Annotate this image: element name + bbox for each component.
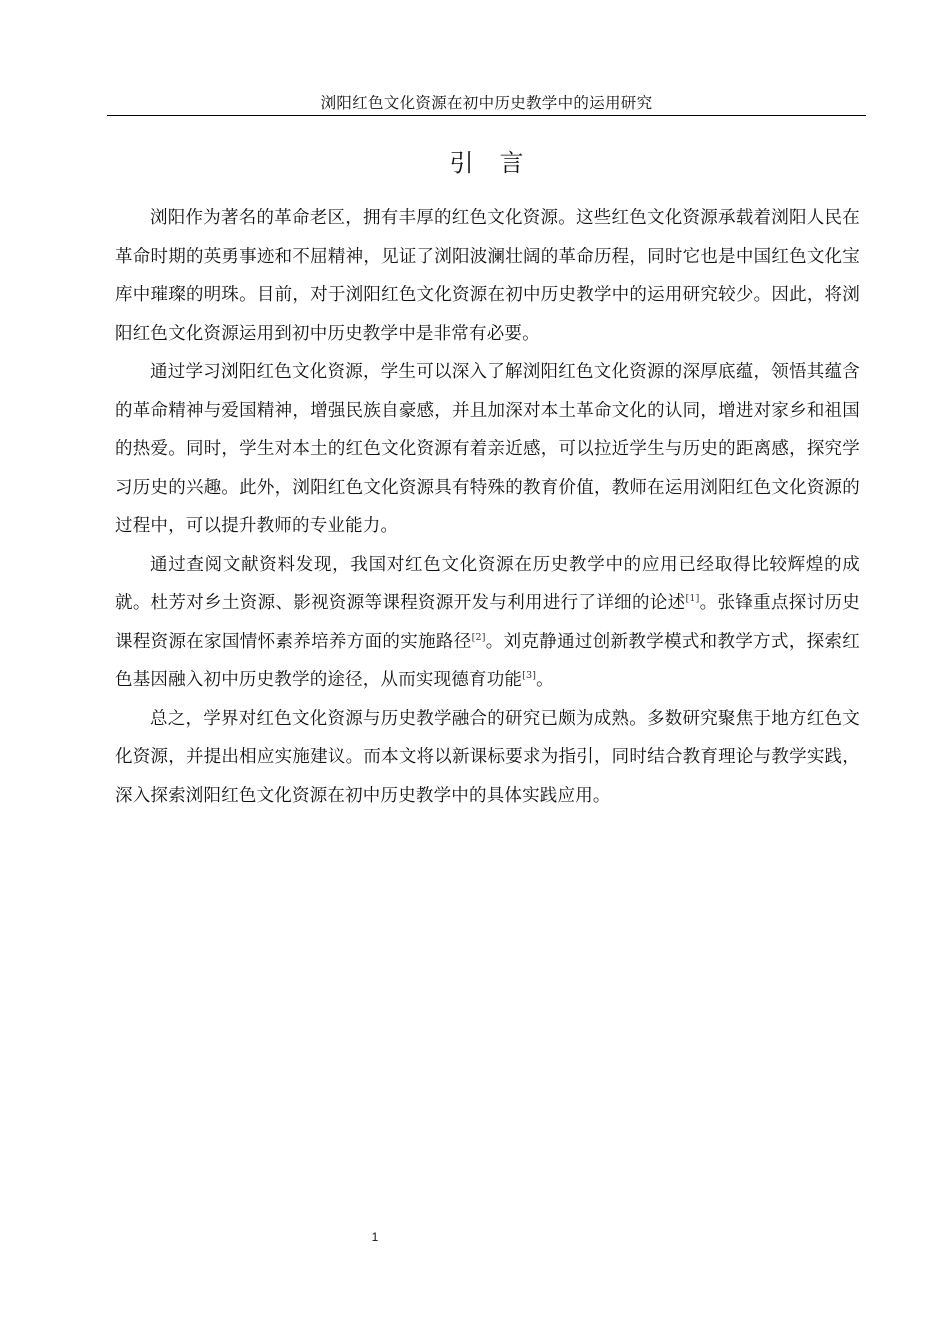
- page-number: 1: [371, 1230, 379, 1244]
- paragraph-3-text-d: 。: [536, 670, 554, 690]
- paragraph-3-text-a: 通过查阅文献资料发现，我国对红色文化资源在历史教学中的应用已经取得比较辉煌的成就。杜芳对乡土资源、影视资源等课程资源开发与利用进行了详细的论述: [115, 554, 860, 613]
- citation-2: [2]: [471, 631, 486, 643]
- citation-3: [3]: [522, 670, 537, 682]
- header-divider: [107, 115, 866, 116]
- paragraph-1: 浏阳作为著名的革命老区，拥有丰厚的红色文化资源。这些红色文化资源承载着浏阳人民在革命时期的英勇事迹和不屈精神，见证了浏阳波澜壮阔的革命历程，同时它也是中国红色文化宝库中璀璨的明珠。目前，对于浏阳红色文化资源在初中历史教学中的运用研究较少。因此，将浏阳红色文化资源运用到初中历史教学中是非常有必要。: [115, 208, 860, 344]
- paragraph-2: 通过学习浏阳红色文化资源，学生可以深入了解浏阳红色文化资源的深厚底蕴，领悟其蕴含的革命精神与爱国精神，增强民族自豪感，并且加深对本土革命文化的认同，增进对家乡和祖国的热爱。同时，学生对本土的红色文化资源有着亲近感，可以拉近学生与历史的距离感，探究学习历史的兴趣。此外，浏阳红色文化资源具有特殊的教育价值，教师在运用浏阳红色文化资源的过程中，可以提升教师的专业能力。: [115, 362, 860, 536]
- running-header: 浏阳红色文化资源在初中历史教学中的运用研究: [320, 94, 653, 112]
- paragraph-3-text-c: 。刘克静通过创新教学模式和教学方式，探索红色基因融入初中历史教学的途径，从而实现德育功能: [115, 631, 861, 690]
- citation-1: [1]: [685, 593, 700, 605]
- paragraph-3: [115, 546, 860, 700]
- paragraph-4: 总之，学界对红色文化资源与历史教学融合的研究已颇为成熟。多数研究聚焦于地方红色文化资源，并提出相应实施建议。而本文将以新课标要求为指引，同时结合教育理论与教学实践，深入探索浏阳红色文化资源在初中历史教学中的具体实践应用。: [115, 708, 860, 806]
- body-text: [115, 199, 860, 815]
- paragraph-3-text-b: 。张锋重点探讨历史课程资源在家国情怀素养培养方面的实施路径: [115, 593, 860, 652]
- section-title: 引言: [449, 149, 550, 177]
